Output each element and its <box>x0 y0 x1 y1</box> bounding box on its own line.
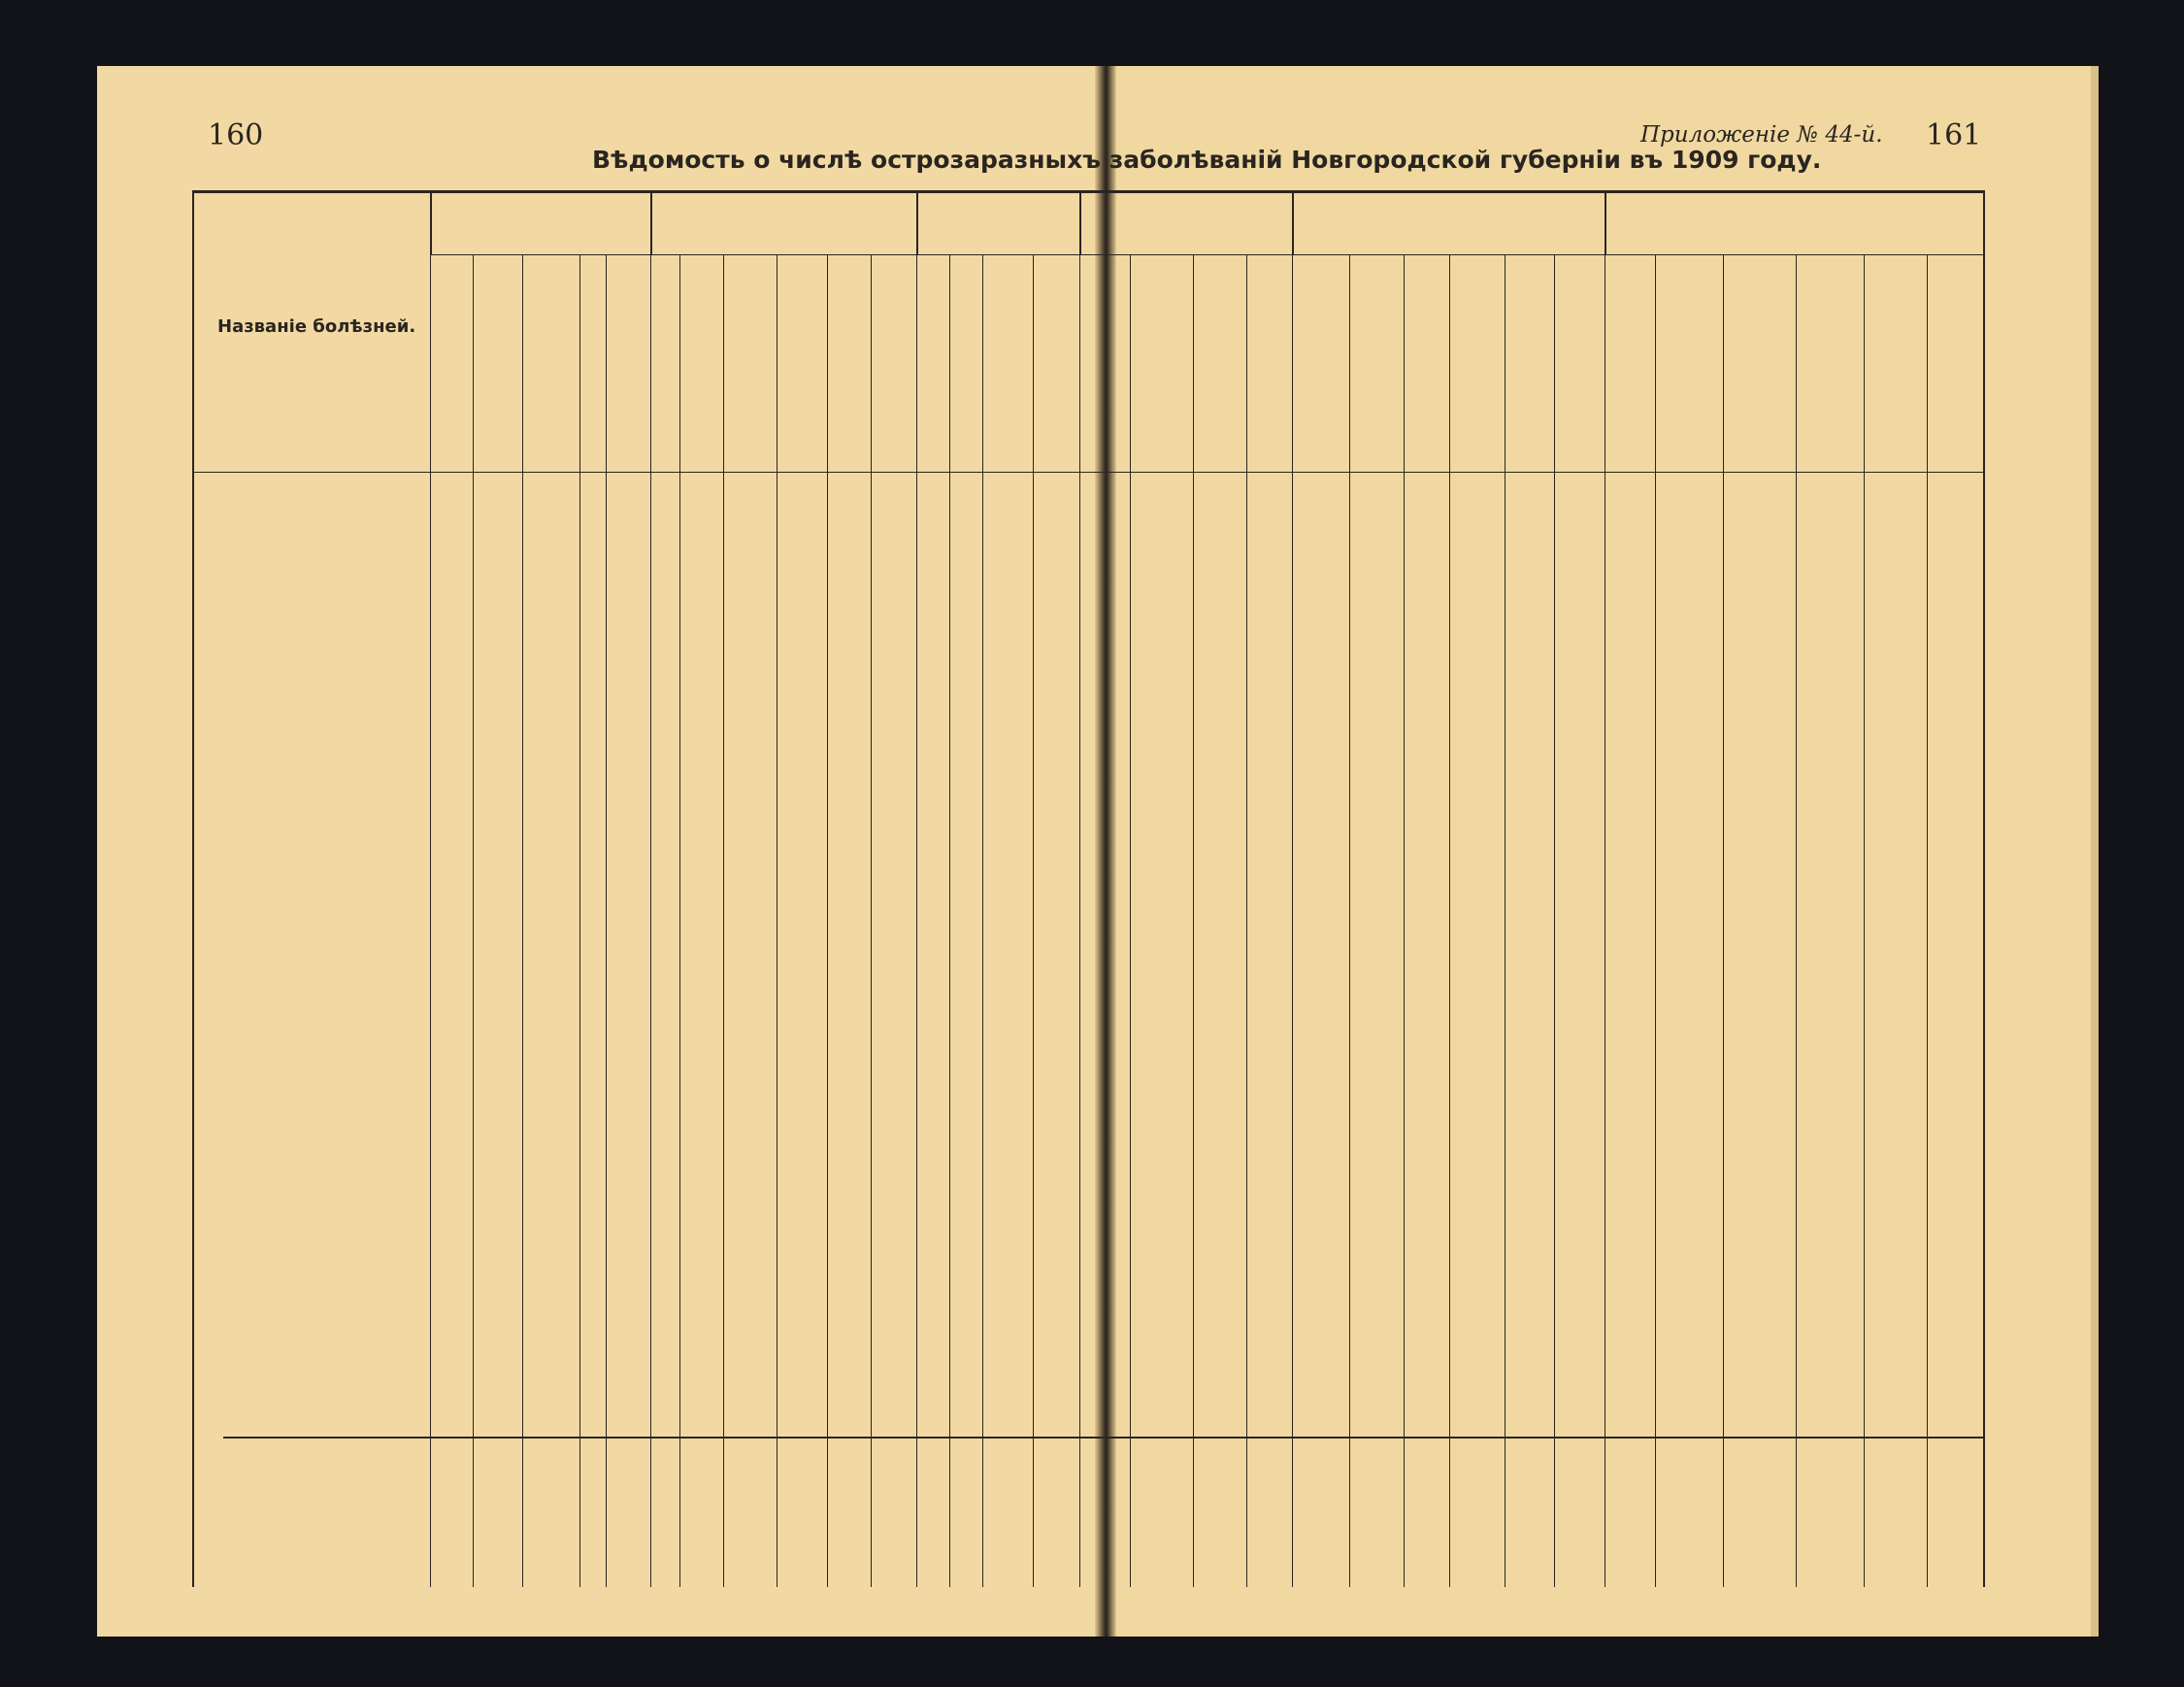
region-divider <box>430 254 1983 255</box>
column-divider <box>1246 254 1247 1587</box>
column-divider <box>777 254 778 1587</box>
column-divider <box>1033 254 1034 1587</box>
column-divider <box>1449 254 1450 1587</box>
column-divider <box>916 254 917 1587</box>
column-divider <box>473 254 474 1587</box>
left-page-number: 160 <box>208 118 264 152</box>
left-page <box>97 66 1107 1637</box>
column-divider <box>1404 254 1405 1587</box>
column-divider <box>1723 254 1724 1587</box>
column-divider <box>1079 254 1080 1587</box>
appendix-label: Приложеніе № 44-й. <box>1640 122 1883 148</box>
column-divider <box>1292 254 1293 1587</box>
region-divider-line <box>430 190 432 254</box>
column-divider <box>1864 254 1865 1587</box>
table-right-border <box>1983 190 1985 1587</box>
document-title: Вѣдомость о числѣ острозаразныхъ заболѣваній Новгородской губерніи въ 1909 году. <box>592 146 1822 174</box>
column-divider <box>1505 254 1506 1587</box>
book-gutter <box>1095 66 1116 1637</box>
region-divider-line <box>916 190 918 254</box>
column-divider <box>1796 254 1797 1587</box>
region-divider-line <box>1605 190 1606 254</box>
page-edge <box>2091 66 2099 1637</box>
column-divider <box>723 254 724 1587</box>
column-divider <box>1193 254 1194 1587</box>
column-divider <box>1554 254 1555 1587</box>
right-page <box>1107 66 2097 1637</box>
column-divider <box>871 254 872 1587</box>
column-divider <box>579 254 580 1587</box>
totals-divider <box>223 1437 1985 1439</box>
disease-column-header: Названіе болѣзней. <box>217 316 416 337</box>
column-divider <box>982 254 983 1587</box>
right-page-number: 161 <box>1926 118 1982 152</box>
region-divider-line <box>1292 190 1294 254</box>
column-divider <box>1655 254 1656 1587</box>
column-divider <box>522 254 523 1587</box>
column-divider <box>1349 254 1350 1587</box>
column-divider <box>949 254 950 1587</box>
table-top-border <box>192 190 1985 193</box>
column-divider <box>1927 254 1928 1587</box>
column-divider <box>827 254 828 1587</box>
column-divider <box>606 254 607 1587</box>
table-header-bottom <box>192 472 1983 473</box>
column-divider <box>430 254 431 1587</box>
column-divider <box>1130 254 1131 1587</box>
column-divider <box>679 254 680 1587</box>
column-divider <box>650 254 651 1587</box>
table-left-border <box>192 190 194 1587</box>
region-divider-line <box>650 190 652 254</box>
region-divider-line <box>1079 190 1081 254</box>
